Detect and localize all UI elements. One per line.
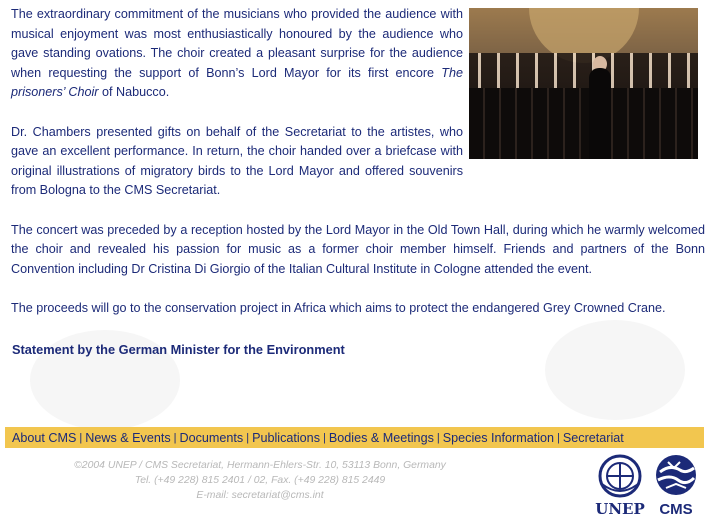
footer-email[interactable]: E-mail: secretariat@cms.int [196, 490, 324, 501]
paragraph-reception: The concert was preceded by a reception hosted by the Lord Mayor in the Old Town Hall, during which he warmly welcomed the choir and revealed his passion for music as a former choir member himself. Friends and partners of the Bonn Convention including Dr Cristina Di Giorgio of the Italian Cultural Institute in Cologne attended the event. [11, 222, 705, 276]
nav-separator: | [323, 431, 326, 444]
nav-separator: | [246, 431, 250, 444]
nav-news-events[interactable]: News & Events [85, 430, 171, 445]
cms-emblem-icon [650, 454, 702, 500]
paragraph-gifts: Dr. Chambers presented gifts on behalf of the Secretariat to the artistes, who gave an excellent performance. In return, the choir handed over a briefcase with original illustrations of migratory birds to the Lord Mayor and offered souvenirs from Bologna to the CMS Secretariat. [11, 124, 463, 198]
footer-nav [5, 427, 704, 448]
encore-title: The prisoners’ Choir [11, 65, 463, 100]
nav-publications[interactable]: Publications [252, 430, 320, 445]
footer-phone: Tel. (+49 228) 815 2401 / 02, Fax. (+49 228) 815 2449 [134, 475, 386, 486]
nav-separator: | [173, 431, 177, 444]
nav-species-information[interactable]: Species Information [442, 430, 555, 445]
paragraph-performance [11, 5, 463, 103]
nav-separator: | [557, 431, 560, 444]
paragraph-proceeds: The proceeds will go to the conservation project in Africa which aims to protect the endangered Grey Crowned Crane. [11, 300, 666, 315]
article-body [11, 5, 705, 319]
nav-separator: | [79, 431, 83, 444]
statement-link[interactable]: Statement by the German Minister for the Environment [12, 342, 345, 357]
unep-emblem-icon [594, 454, 646, 500]
footer-copyright: ©2004 UNEP / CMS Secretariat, Hermann-Ehlers-Str. 10, 53113 Bonn, Germany [74, 460, 446, 471]
background-watermark [545, 320, 685, 420]
partner-logos [594, 454, 704, 518]
nav-about-cms[interactable]: About CMS [12, 430, 77, 445]
footer-address [30, 458, 490, 503]
unep-wordmark: UNEP [595, 500, 645, 518]
paragraph-text: The extraordinary commitment of the musicians who provided the audience with musical enjoyment was most enthusiastically honoured by the audience who gave standing ovations. The choir created a pleasant surprise for the audience when requesting the support of Bonn’s Lord Mayor for its first encore [11, 7, 463, 80]
nav-documents[interactable]: Documents [179, 430, 244, 445]
paragraph-text: of Nabucco. [98, 85, 170, 100]
nav-secretariat[interactable]: Secretariat [562, 430, 624, 445]
cms-wordmark: CMS [659, 501, 693, 518]
unep-logo[interactable] [594, 454, 646, 518]
nav-bodies-meetings[interactable]: Bodies & Meetings [328, 430, 434, 445]
cms-logo[interactable] [650, 454, 702, 518]
nav-separator: | [436, 431, 440, 444]
